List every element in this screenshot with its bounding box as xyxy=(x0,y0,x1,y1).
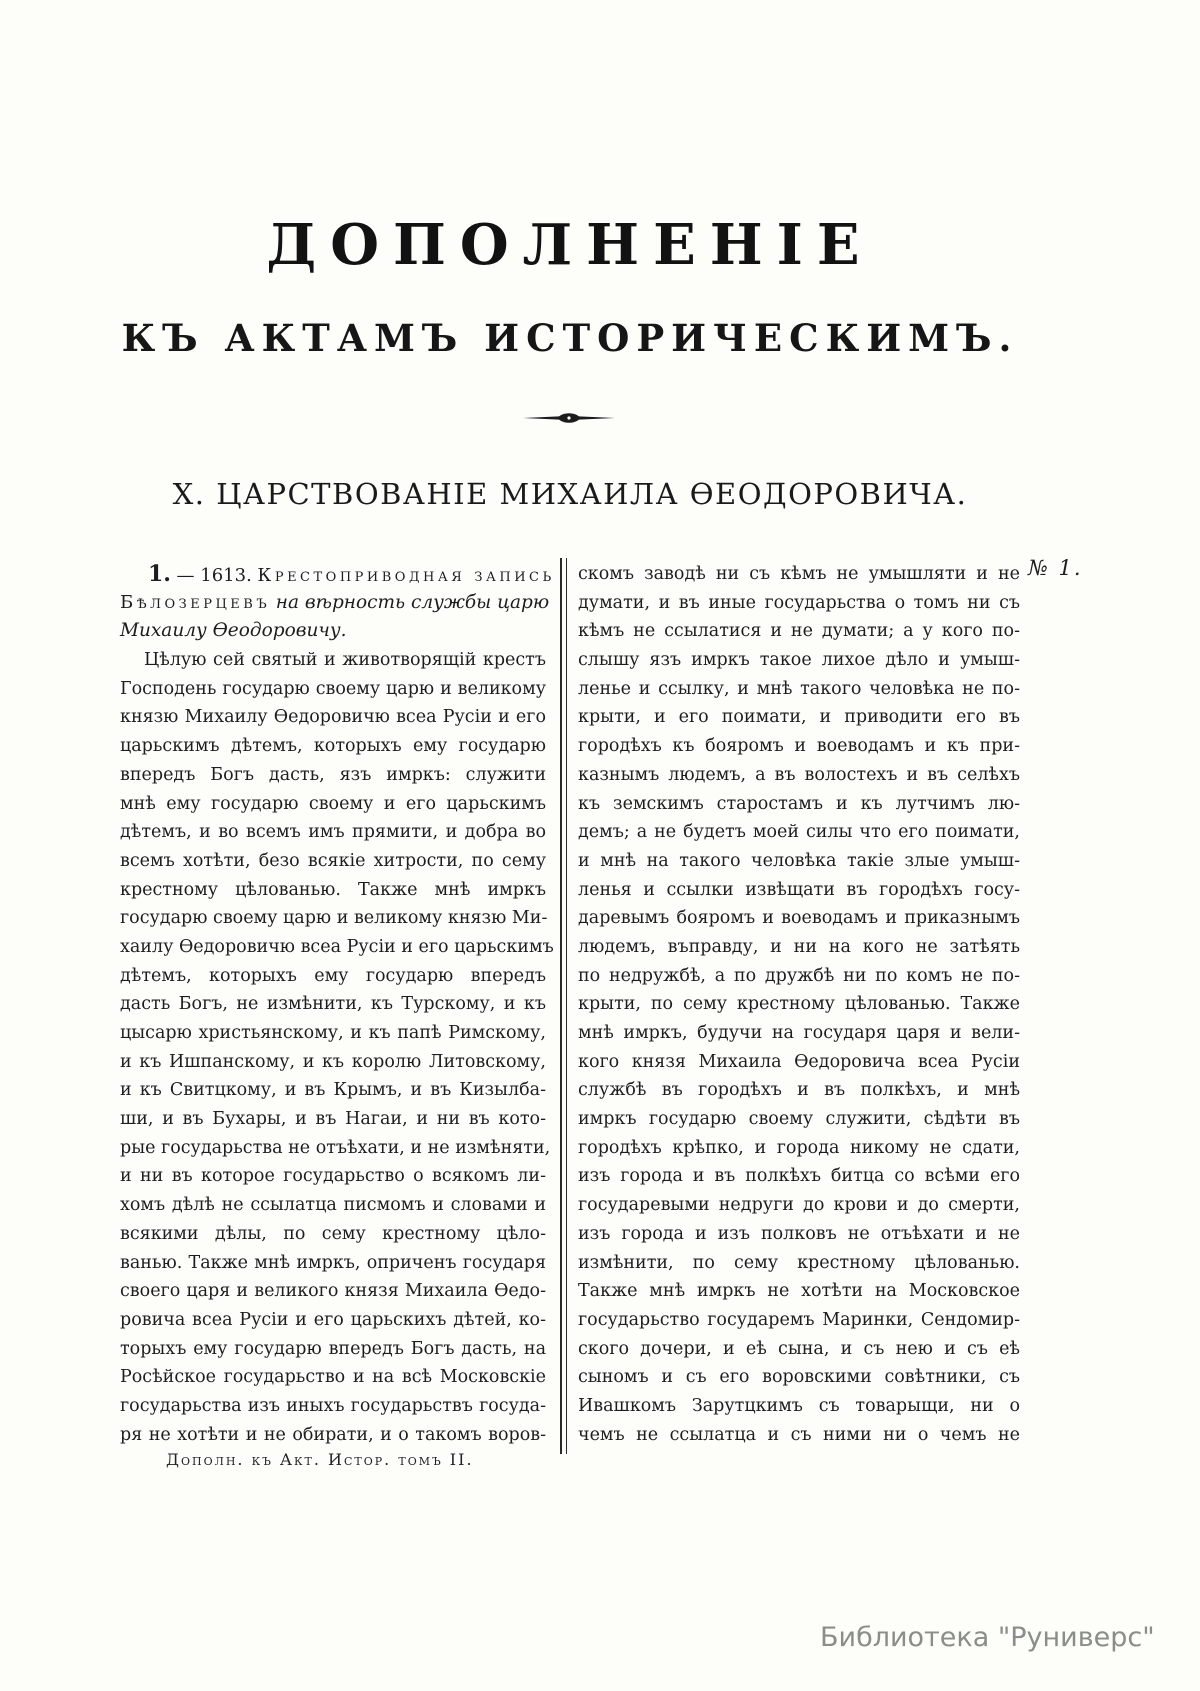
entry-title-caps: Крестоприводная запись xyxy=(257,565,555,586)
text-line: крыти, и его поимати, и приводити его въ xyxy=(578,707,1020,728)
text-line: измѣнити, по сему крестному цѣлованью. xyxy=(578,1252,1020,1273)
text-line: всякими дѣлы, по сему крестному цѣло- xyxy=(120,1223,546,1244)
text-line: по недружбѣ, а по дружбѣ ни по комъ не по- xyxy=(578,965,1020,986)
text-line: службѣ въ городѣхъ и въ полкѣхъ, и мнѣ xyxy=(578,1080,1020,1101)
entry-title-italic: Михаилу Ѳеодоровичу. xyxy=(120,620,347,642)
text-line: Цѣлую сей святый и животворящій крестъ xyxy=(144,650,546,671)
entry-heading-line xyxy=(120,589,550,618)
text-line: скомъ заводѣ ни съ кѣмъ не умышляти и не xyxy=(578,564,1020,584)
text-line: изъ города и изъ полковъ не отъѣхати и не xyxy=(578,1223,1020,1244)
text-line: всемъ хотѣти, безо всякіе хитрости, по сему xyxy=(120,850,546,871)
text-line: людемъ, въправду, и ни на кого не затѣять xyxy=(578,936,1020,957)
library-watermark: Библиотека "Руниверс" xyxy=(820,1622,1155,1653)
text-line: демъ; а не будетъ моей силы что его поимати, xyxy=(578,822,1020,843)
entry-date: — 1613. xyxy=(176,565,252,586)
text-line: и къ Ишпанскому, и къ королю Литовскому, xyxy=(120,1051,546,1072)
text-line: слышу язъ имркъ такое лихое дѣло и умыш- xyxy=(578,650,1020,671)
text-line: мнѣ ему государю своему и его царьскимъ xyxy=(120,793,546,814)
text-line: и мнѣ на такого человѣка такіе злые умыш- xyxy=(578,850,1020,871)
text-line: торыхъ ему государю впередъ Богъ дасть, на xyxy=(120,1338,546,1359)
text-line: цысарю христьянскому, и къ папѣ Римскому, xyxy=(120,1023,546,1043)
entry-heading-line xyxy=(120,617,546,646)
text-line: Ивашкомъ Зарутцкимъ съ товарыщи, ни о xyxy=(578,1395,1020,1416)
text-line: сыномъ и съ его воровскими совѣтники, съ xyxy=(578,1367,1020,1388)
text-line: хомъ дѣлѣ не ссылатца писмомъ и словами и xyxy=(120,1195,546,1216)
text-line: дѣтемъ, и во всемъ имъ прямити, и добра во xyxy=(120,822,546,843)
margin-entry-number: № 1. xyxy=(1028,556,1083,580)
text-line: ванью. Также мнѣ имркъ, оприченъ государя xyxy=(120,1252,546,1273)
book-title: ДОПОЛНЕНІЕ xyxy=(266,212,874,278)
text-line: государевыми недруги до крови и до смерти, xyxy=(578,1195,1020,1216)
text-line: чемъ не ссылатца и съ ними ни о чемъ не xyxy=(578,1424,1020,1445)
text-line: кѣмъ не ссылатися и не думати; а у кого по- xyxy=(578,621,1020,642)
text-line: ря не хотѣти и не обирати, и о такомъ воров- xyxy=(120,1424,546,1445)
entry-title-caps: Бѣлозерцевъ xyxy=(120,591,271,613)
text-line: Господень государю своему царю и великому xyxy=(120,678,546,699)
section-heading: X. ЦАРСТВОВАНІЕ МИХАИЛА ѲЕОДОРОВИЧА. xyxy=(172,477,968,511)
text-line: къ земскимъ старостамъ и къ лутчимъ лю- xyxy=(578,793,1020,814)
text-line: ленья и ссылки извѣщати въ городѣхъ госу- xyxy=(578,879,1020,900)
column-divider-rule xyxy=(560,558,567,1454)
left-column xyxy=(120,560,555,1449)
text-line: ровича всеа Русіи и его царьскихъ дѣтей, ко- xyxy=(120,1309,546,1330)
text-line: ши, и въ Бухары, и въ Нагаи, и ни въ кото- xyxy=(120,1109,546,1130)
entry-number: 1. xyxy=(148,561,171,587)
text-line: впередъ Богъ дасть, язъ имркъ: служити xyxy=(120,764,546,785)
right-column xyxy=(578,560,1020,1449)
text-line: государьства изъ иныхъ государьствъ госуда- xyxy=(120,1395,546,1416)
text-line: государьство государемъ Маринки, Сендомир- xyxy=(578,1309,1020,1330)
text-line: дасть Богъ, не измѣнити, къ Турскому, и къ xyxy=(120,994,546,1015)
text-line: и ни въ которое государьство о всякомъ ли- xyxy=(120,1166,546,1187)
text-line: даревымъ бояромъ и воеводамъ и приказнымъ xyxy=(578,908,1020,929)
text-line: Росѣйское государьство и на всѣ Московскіе xyxy=(120,1367,546,1388)
text-line: царьскимъ дѣтемъ, которыхъ ему государю xyxy=(120,736,546,757)
text-line: городѣхъ крѣпко, и города никому не сдати, xyxy=(578,1137,1020,1158)
ornament-divider xyxy=(523,412,615,424)
volume-signature: Дополн. къ Акт. Истор. томъ II. xyxy=(166,1450,474,1469)
text-line: крестному цѣлованью. Также мнѣ имркъ xyxy=(120,879,546,900)
text-line: имркъ государю своему служити, сѣдѣти въ xyxy=(578,1109,1020,1130)
text-line: ского дочери, и еѣ сына, и съ нею и съ еѣ xyxy=(578,1338,1020,1359)
book-subtitle: КЪ АКТАМЪ ИСТОРИЧЕСКИМЪ. xyxy=(121,316,1019,360)
text-line: казнымъ людемъ, а въ волостехъ и въ селѣхъ xyxy=(578,764,1020,785)
text-line: государю своему царю и великому князю Ми- xyxy=(120,908,548,929)
text-line: и къ Свитцкому, и въ Крымъ, и въ Кизылба- xyxy=(120,1080,546,1101)
text-line: мнѣ имркъ, будучи на государя царя и вели- xyxy=(578,1023,1020,1043)
text-line: думати, и въ иные государьства о томъ ни съ xyxy=(578,592,1020,613)
text-line: городѣхъ къ бояромъ и воеводамъ и къ при- xyxy=(578,736,1020,757)
text-line: хаилу Ѳедоровичю всеа Русіи и его царьскимъ xyxy=(120,936,554,957)
entry-heading-line xyxy=(120,560,555,589)
text-line: князю Михаилу Ѳедоровичю всеа Русіи и его xyxy=(120,707,546,728)
text-line: кого князя Михаила Ѳедоровича всеа Русіи xyxy=(578,1051,1020,1072)
text-line: крыти, по сему крестному цѣлованью. Также xyxy=(578,994,1020,1015)
text-line: изъ города и въ полкѣхъ битца со всѣми его xyxy=(578,1166,1020,1187)
text-line: ленье и ссылку, и мнѣ такого человѣка не по- xyxy=(578,678,1020,699)
text-line: своего царя и великого князя Михаила Ѳедо- xyxy=(120,1281,546,1302)
entry-title-italic: на вѣрность службы царю xyxy=(275,591,550,613)
text-line: рые государьства не отъѣхати, и не измѣняти, xyxy=(120,1137,551,1158)
left-column-body xyxy=(120,646,554,1449)
text-line: дѣтемъ, которыхъ ему государю впередъ xyxy=(120,965,546,986)
text-line: Также мнѣ имркъ не хотѣти на Московское xyxy=(578,1281,1020,1302)
